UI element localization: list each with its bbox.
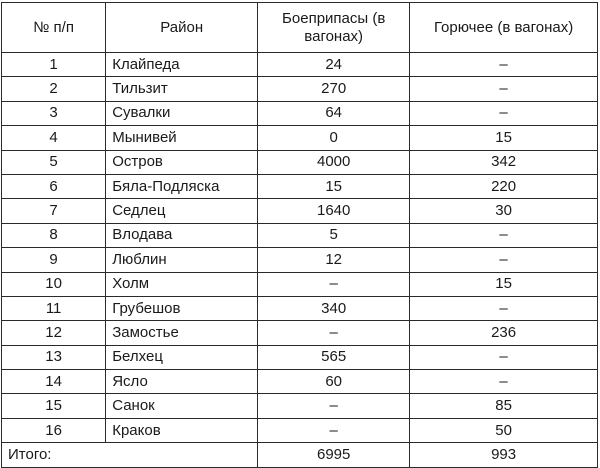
row-fuel: –	[410, 345, 598, 369]
row-ammo: –	[258, 272, 410, 296]
header-district: Район	[106, 3, 258, 53]
table-header	[2, 3, 598, 53]
table-row	[2, 321, 598, 345]
row-num: 11	[2, 296, 106, 320]
table-row	[2, 101, 598, 125]
row-num: 2	[2, 77, 106, 101]
row-district: Влодава	[106, 223, 258, 247]
row-num: 15	[2, 394, 106, 418]
row-fuel: 15	[410, 272, 598, 296]
table-row	[2, 126, 598, 150]
row-ammo: 340	[258, 296, 410, 320]
row-fuel: 220	[410, 174, 598, 198]
row-num: 3	[2, 101, 106, 125]
row-district: Клайпеда	[106, 53, 258, 77]
row-ammo: 24	[258, 53, 410, 77]
row-district: Грубешов	[106, 296, 258, 320]
row-ammo: 60	[258, 370, 410, 394]
row-district: Ясло	[106, 370, 258, 394]
row-fuel: –	[410, 370, 598, 394]
row-num: 14	[2, 370, 106, 394]
row-district: Тильзит	[106, 77, 258, 101]
total-label: Итого:	[2, 443, 258, 467]
header-ammo: Боеприпасы (в вагонах)	[258, 3, 410, 53]
header-num: № п/п	[2, 3, 106, 53]
row-district: Бяла-Подляска	[106, 174, 258, 198]
row-num: 10	[2, 272, 106, 296]
table-footer	[2, 443, 598, 467]
row-fuel: –	[410, 101, 598, 125]
table-row	[2, 223, 598, 247]
row-ammo: 5	[258, 223, 410, 247]
header-fuel: Горючее (в вагонах)	[410, 3, 598, 53]
row-num: 5	[2, 150, 106, 174]
row-fuel: –	[410, 53, 598, 77]
row-district: Санок	[106, 394, 258, 418]
row-fuel: 85	[410, 394, 598, 418]
table-row	[2, 345, 598, 369]
row-ammo: 4000	[258, 150, 410, 174]
row-num: 8	[2, 223, 106, 247]
total-ammo: 6995	[258, 443, 410, 467]
row-ammo: 64	[258, 101, 410, 125]
table-row	[2, 272, 598, 296]
row-ammo: 270	[258, 77, 410, 101]
row-ammo: 0	[258, 126, 410, 150]
row-district: Холм	[106, 272, 258, 296]
table-row	[2, 394, 598, 418]
row-fuel: 30	[410, 199, 598, 223]
row-ammo: 1640	[258, 199, 410, 223]
row-num: 13	[2, 345, 106, 369]
row-ammo: –	[258, 321, 410, 345]
row-district: Остров	[106, 150, 258, 174]
row-district: Белхец	[106, 345, 258, 369]
row-ammo: –	[258, 394, 410, 418]
row-district: Люблин	[106, 248, 258, 272]
header-row	[2, 3, 598, 53]
table-row	[2, 77, 598, 101]
row-fuel: 50	[410, 418, 598, 442]
row-fuel: –	[410, 296, 598, 320]
row-district: Мынивей	[106, 126, 258, 150]
row-ammo: 12	[258, 248, 410, 272]
row-district: Замостье	[106, 321, 258, 345]
row-district: Седлец	[106, 199, 258, 223]
table-body	[2, 53, 598, 443]
table-row	[2, 370, 598, 394]
table-row	[2, 174, 598, 198]
table-row	[2, 150, 598, 174]
row-ammo: 565	[258, 345, 410, 369]
row-fuel: 342	[410, 150, 598, 174]
row-num: 4	[2, 126, 106, 150]
supply-table	[1, 2, 598, 468]
row-num: 9	[2, 248, 106, 272]
row-fuel: –	[410, 223, 598, 247]
table-row	[2, 199, 598, 223]
row-num: 16	[2, 418, 106, 442]
row-district: Краков	[106, 418, 258, 442]
total-fuel: 993	[410, 443, 598, 467]
row-fuel: 15	[410, 126, 598, 150]
table-row	[2, 418, 598, 442]
total-row	[2, 443, 598, 467]
table-row	[2, 296, 598, 320]
row-fuel: –	[410, 248, 598, 272]
row-fuel: 236	[410, 321, 598, 345]
row-num: 12	[2, 321, 106, 345]
row-district: Сувалки	[106, 101, 258, 125]
table-row	[2, 248, 598, 272]
row-ammo: 15	[258, 174, 410, 198]
row-ammo: –	[258, 418, 410, 442]
row-fuel: –	[410, 77, 598, 101]
row-num: 7	[2, 199, 106, 223]
row-num: 1	[2, 53, 106, 77]
table-row	[2, 53, 598, 77]
row-num: 6	[2, 174, 106, 198]
